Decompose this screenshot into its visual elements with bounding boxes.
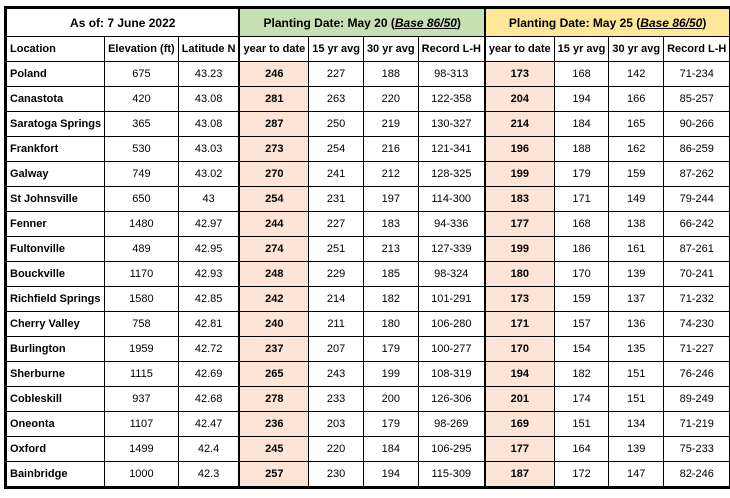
record-may20-cell: 108-319 [418, 362, 485, 387]
latitude-cell: 42.81 [178, 312, 239, 337]
avg15-may25-cell: 168 [554, 212, 609, 237]
avg15-may25-cell: 184 [554, 112, 609, 137]
avg15-header-may25: 15 yr avg [554, 37, 609, 62]
elevation-cell: 1000 [105, 462, 179, 487]
record-may20-cell: 98-324 [418, 262, 485, 287]
avg30-may25-cell: 149 [609, 187, 664, 212]
ytd-may20-cell: 257 [239, 462, 308, 487]
avg15-may20-cell: 254 [309, 137, 364, 162]
record-may20-cell: 122-358 [418, 87, 485, 112]
record-may25-cell: 71-232 [664, 287, 730, 312]
record-may20-cell: 115-309 [418, 462, 485, 487]
latitude-cell: 43.03 [178, 137, 239, 162]
avg30-may20-cell: 219 [363, 112, 418, 137]
elevation-cell: 1115 [105, 362, 179, 387]
ytd-may20-cell: 254 [239, 187, 308, 212]
avg30-may25-cell: 134 [609, 412, 664, 437]
latitude-cell: 42.4 [178, 437, 239, 462]
record-header-may20: Record L-H [418, 37, 485, 62]
avg15-may20-cell: 203 [309, 412, 364, 437]
location-cell: Bouckville [7, 262, 105, 287]
avg15-may25-cell: 194 [554, 87, 609, 112]
avg30-may20-cell: 199 [363, 362, 418, 387]
avg30-may20-cell: 180 [363, 312, 418, 337]
avg30-may25-cell: 135 [609, 337, 664, 362]
elevation-cell: 1499 [105, 437, 179, 462]
record-may20-cell: 98-313 [418, 62, 485, 87]
avg15-may25-cell: 182 [554, 362, 609, 387]
latitude-cell: 43.02 [178, 162, 239, 187]
avg30-may20-cell: 179 [363, 412, 418, 437]
table-row [7, 212, 730, 237]
avg15-may25-cell: 174 [554, 387, 609, 412]
avg30-may20-cell: 200 [363, 387, 418, 412]
avg30-may20-cell: 212 [363, 162, 418, 187]
record-may25-cell: 87-262 [664, 162, 730, 187]
elevation-cell: 1480 [105, 212, 179, 237]
avg15-may20-cell: 227 [309, 212, 364, 237]
elevation-cell: 650 [105, 187, 179, 212]
avg30-may25-cell: 136 [609, 312, 664, 337]
avg15-may20-cell: 250 [309, 112, 364, 137]
ytd-may20-cell: 237 [239, 337, 308, 362]
avg30-may25-cell: 142 [609, 62, 664, 87]
planting-date-may20-header: Planting Date: May 20 (Base 86/50) [239, 9, 484, 37]
record-may20-cell: 94-336 [418, 212, 485, 237]
record-may20-cell: 106-280 [418, 312, 485, 337]
avg30-header-may20: 30 yr avg [363, 37, 418, 62]
avg30-may25-cell: 139 [609, 437, 664, 462]
ytd-may20-cell: 278 [239, 387, 308, 412]
latitude-cell: 42.69 [178, 362, 239, 387]
location-cell: Oxford [7, 437, 105, 462]
as-of-date: As of: 7 June 2022 [7, 9, 240, 37]
table-row [7, 62, 730, 87]
avg30-may25-cell: 166 [609, 87, 664, 112]
record-may20-cell: 106-295 [418, 437, 485, 462]
avg15-may20-cell: 241 [309, 162, 364, 187]
ytd-may20-cell: 265 [239, 362, 308, 387]
avg30-may25-cell: 138 [609, 212, 664, 237]
avg15-may25-cell: 179 [554, 162, 609, 187]
avg30-may25-cell: 151 [609, 387, 664, 412]
latitude-cell: 43.23 [178, 62, 239, 87]
avg30-may20-cell: 183 [363, 212, 418, 237]
avg15-may20-cell: 214 [309, 287, 364, 312]
elevation-cell: 530 [105, 137, 179, 162]
location-cell: Frankfort [7, 137, 105, 162]
planting-date-may25-header: Planting Date: May 25 (Base 86/50) [485, 9, 730, 37]
record-may25-cell: 87-261 [664, 237, 730, 262]
location-cell: Fultonville [7, 237, 105, 262]
elevation-cell: 675 [105, 62, 179, 87]
ytd-may25-cell: 204 [485, 87, 554, 112]
location-cell: Galway [7, 162, 105, 187]
column-header-row [7, 37, 730, 62]
ytd-header-may25: year to date [485, 37, 554, 62]
record-header-may25: Record L-H [664, 37, 730, 62]
location-cell: Sherburne [7, 362, 105, 387]
avg15-may20-cell: 207 [309, 337, 364, 362]
location-header: Location [7, 37, 105, 62]
elevation-cell: 1580 [105, 287, 179, 312]
ytd-header-may20: year to date [239, 37, 308, 62]
avg15-may25-cell: 168 [554, 62, 609, 87]
record-may25-cell: 75-233 [664, 437, 730, 462]
ytd-may20-cell: 248 [239, 262, 308, 287]
ytd-may25-cell: 199 [485, 162, 554, 187]
location-cell: Cobleskill [7, 387, 105, 412]
avg15-may20-cell: 243 [309, 362, 364, 387]
table-row [7, 262, 730, 287]
avg15-may20-cell: 263 [309, 87, 364, 112]
table-row [7, 462, 730, 487]
table-row [7, 387, 730, 412]
avg15-may25-cell: 171 [554, 187, 609, 212]
table-row [7, 137, 730, 162]
location-cell: Saratoga Springs [7, 112, 105, 137]
table-row [7, 87, 730, 112]
ytd-may20-cell: 245 [239, 437, 308, 462]
record-may25-cell: 89-249 [664, 387, 730, 412]
table-row [7, 312, 730, 337]
table-row [7, 112, 730, 137]
avg15-may20-cell: 230 [309, 462, 364, 487]
avg15-may25-cell: 157 [554, 312, 609, 337]
avg15-may25-cell: 154 [554, 337, 609, 362]
record-may25-cell: 90-266 [664, 112, 730, 137]
gdd-table [6, 8, 730, 487]
record-may25-cell: 85-257 [664, 87, 730, 112]
record-may25-cell: 82-246 [664, 462, 730, 487]
record-may25-cell: 86-259 [664, 137, 730, 162]
ytd-may25-cell: 194 [485, 362, 554, 387]
elevation-cell: 749 [105, 162, 179, 187]
location-cell: Burlington [7, 337, 105, 362]
table-row [7, 162, 730, 187]
record-may20-cell: 114-300 [418, 187, 485, 212]
avg30-may20-cell: 185 [363, 262, 418, 287]
record-may20-cell: 127-339 [418, 237, 485, 262]
avg15-may20-cell: 233 [309, 387, 364, 412]
latitude-cell: 42.95 [178, 237, 239, 262]
location-cell: Bainbridge [7, 462, 105, 487]
avg30-may25-cell: 151 [609, 362, 664, 387]
avg30-may25-cell: 147 [609, 462, 664, 487]
record-may25-cell: 66-242 [664, 212, 730, 237]
location-cell: Cherry Valley [7, 312, 105, 337]
elevation-cell: 365 [105, 112, 179, 137]
ytd-may20-cell: 273 [239, 137, 308, 162]
avg15-may25-cell: 164 [554, 437, 609, 462]
ytd-may25-cell: 214 [485, 112, 554, 137]
avg15-may20-cell: 220 [309, 437, 364, 462]
latitude-cell: 43 [178, 187, 239, 212]
latitude-cell: 42.93 [178, 262, 239, 287]
location-cell: Canastota [7, 87, 105, 112]
gdd-table-container [6, 8, 730, 487]
location-cell: St Johnsville [7, 187, 105, 212]
avg30-header-may25: 30 yr avg [609, 37, 664, 62]
avg15-may20-cell: 251 [309, 237, 364, 262]
elevation-cell: 1170 [105, 262, 179, 287]
ytd-may20-cell: 244 [239, 212, 308, 237]
location-cell: Richfield Springs [7, 287, 105, 312]
ytd-may25-cell: 180 [485, 262, 554, 287]
ytd-may20-cell: 240 [239, 312, 308, 337]
latitude-cell: 42.47 [178, 412, 239, 437]
avg15-may25-cell: 151 [554, 412, 609, 437]
record-may25-cell: 79-244 [664, 187, 730, 212]
record-may25-cell: 76-246 [664, 362, 730, 387]
avg15-may25-cell: 186 [554, 237, 609, 262]
ytd-may25-cell: 171 [485, 312, 554, 337]
table-row [7, 187, 730, 212]
ytd-may25-cell: 177 [485, 437, 554, 462]
elevation-cell: 420 [105, 87, 179, 112]
avg15-may20-cell: 227 [309, 62, 364, 87]
ytd-may25-cell: 173 [485, 287, 554, 312]
ytd-may25-cell: 196 [485, 137, 554, 162]
record-may25-cell: 71-219 [664, 412, 730, 437]
avg15-may20-cell: 211 [309, 312, 364, 337]
elevation-header: Elevation (ft) [105, 37, 179, 62]
ytd-may25-cell: 183 [485, 187, 554, 212]
elevation-cell: 758 [105, 312, 179, 337]
record-may20-cell: 121-341 [418, 137, 485, 162]
table-row [7, 237, 730, 262]
ytd-may25-cell: 170 [485, 337, 554, 362]
avg30-may20-cell: 188 [363, 62, 418, 87]
avg15-may25-cell: 172 [554, 462, 609, 487]
latitude-header: Latitude N [178, 37, 239, 62]
record-may20-cell: 130-327 [418, 112, 485, 137]
table-row [7, 287, 730, 312]
table-row [7, 437, 730, 462]
avg30-may25-cell: 162 [609, 137, 664, 162]
avg30-may20-cell: 184 [363, 437, 418, 462]
ytd-may20-cell: 287 [239, 112, 308, 137]
avg30-may20-cell: 220 [363, 87, 418, 112]
latitude-cell: 42.85 [178, 287, 239, 312]
avg30-may20-cell: 216 [363, 137, 418, 162]
avg15-may20-cell: 229 [309, 262, 364, 287]
table-row [7, 362, 730, 387]
avg30-may25-cell: 165 [609, 112, 664, 137]
location-cell: Fenner [7, 212, 105, 237]
ytd-may25-cell: 169 [485, 412, 554, 437]
ytd-may20-cell: 236 [239, 412, 308, 437]
location-cell: Poland [7, 62, 105, 87]
ytd-may20-cell: 270 [239, 162, 308, 187]
ytd-may20-cell: 274 [239, 237, 308, 262]
table-body [7, 62, 730, 487]
table-row [7, 337, 730, 362]
record-may20-cell: 126-306 [418, 387, 485, 412]
ytd-may20-cell: 242 [239, 287, 308, 312]
ytd-may25-cell: 199 [485, 237, 554, 262]
elevation-cell: 489 [105, 237, 179, 262]
avg30-may25-cell: 159 [609, 162, 664, 187]
elevation-cell: 1959 [105, 337, 179, 362]
record-may20-cell: 128-325 [418, 162, 485, 187]
latitude-cell: 42.72 [178, 337, 239, 362]
avg30-may25-cell: 139 [609, 262, 664, 287]
latitude-cell: 43.08 [178, 87, 239, 112]
avg30-may20-cell: 197 [363, 187, 418, 212]
avg30-may20-cell: 182 [363, 287, 418, 312]
record-may25-cell: 74-230 [664, 312, 730, 337]
avg15-may25-cell: 159 [554, 287, 609, 312]
avg30-may20-cell: 213 [363, 237, 418, 262]
latitude-cell: 42.68 [178, 387, 239, 412]
record-may20-cell: 100-277 [418, 337, 485, 362]
ytd-may25-cell: 187 [485, 462, 554, 487]
avg15-may25-cell: 170 [554, 262, 609, 287]
record-may25-cell: 71-234 [664, 62, 730, 87]
location-cell: Oneonta [7, 412, 105, 437]
elevation-cell: 937 [105, 387, 179, 412]
group-header-row [7, 9, 730, 37]
record-may25-cell: 70-241 [664, 262, 730, 287]
record-may20-cell: 98-269 [418, 412, 485, 437]
latitude-cell: 43.08 [178, 112, 239, 137]
avg30-may25-cell: 161 [609, 237, 664, 262]
latitude-cell: 42.97 [178, 212, 239, 237]
latitude-cell: 42.3 [178, 462, 239, 487]
avg15-may20-cell: 231 [309, 187, 364, 212]
avg30-may20-cell: 194 [363, 462, 418, 487]
table-row [7, 412, 730, 437]
elevation-cell: 1107 [105, 412, 179, 437]
ytd-may20-cell: 246 [239, 62, 308, 87]
avg30-may25-cell: 137 [609, 287, 664, 312]
ytd-may25-cell: 201 [485, 387, 554, 412]
ytd-may25-cell: 173 [485, 62, 554, 87]
record-may25-cell: 71-227 [664, 337, 730, 362]
avg15-may25-cell: 188 [554, 137, 609, 162]
record-may20-cell: 101-291 [418, 287, 485, 312]
avg30-may20-cell: 179 [363, 337, 418, 362]
avg15-header-may20: 15 yr avg [309, 37, 364, 62]
ytd-may20-cell: 281 [239, 87, 308, 112]
ytd-may25-cell: 177 [485, 212, 554, 237]
